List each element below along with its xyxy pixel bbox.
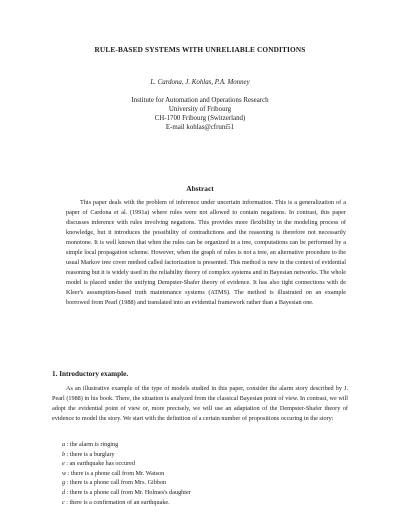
proposition-item <box>62 469 342 479</box>
intro-paragraph: As an illustrative example of the type of models studied in this paper, consider the alarm story described by J. Pearl (1988) in his book. There, the situation is analyzed from the classical Bayesian point of view. In contrast, we will adopt the evidential point of view or, more precisely, we will use an adaptation of the Dempster-Shafer theory of evidence to model the story. We start with the definition of a certain number of propositions occuring in the story: <box>52 385 348 422</box>
affiliation-university: University of Fribourg <box>168 106 232 113</box>
section-heading: 1. Introductory example. <box>52 370 129 378</box>
proposition-item <box>62 478 342 488</box>
proposition-text: : there is a confirmation of an earthquake. <box>64 498 170 506</box>
proposition-text: : there is a phone call from Mrs. Gibbon <box>65 479 167 487</box>
proposition-symbol: g <box>62 479 66 487</box>
abstract-body: This paper deals with the problem of inference under uncertain information. This is a generalization of a paper of Cardona et al. (1991a) where rules were not allowed to contain negations. In contrast, this paper discusses inference with rules involving negations. This provides more flexibility in the modeling process of knowledge, but it introduces the possibility of contradictions and the reasoning is therefore not necessarily monotone. It is well known that when the rules can be organized in a tree, computations can be performed by a simple local propagation scheme. However, when the graph of rules is not a tree, an alternative procedure to the usual Markov tree cover method called factorization is presented. This method is new in the context of evidential reasoning but it is widely used in the reliability theory of complex systems and in Bayesian networks. The whole model is placed under the unifying Dempster-Shafer theory of evidence. It has also tight connections with de Kleer's assumption-based truth maintenance systems (ATMS). The method is illustrated on an example borrowed from Pearl (1988) and translated into an evidential framework rather than a Bayesian one. <box>66 199 346 307</box>
proposition-text: : there is a phone call from Mr. Holmes's daughter <box>65 488 191 496</box>
paper-title: RULE-BASED SYSTEMS WITH UNRELIABLE CONDITIONS <box>94 45 306 54</box>
author-list: L. Cardona, J. Kohlas, P.A. Monney <box>150 79 250 86</box>
proposition-item <box>62 459 342 469</box>
proposition-symbol: e <box>62 460 65 468</box>
affiliation-address: CH-1700 Fribourg (Switzerland) <box>154 115 246 122</box>
proposition-text: : there is a burglary <box>65 450 115 458</box>
abstract-heading: Abstract <box>186 184 214 193</box>
proposition-symbol: a <box>62 441 66 448</box>
proposition-text: : an earthquake has occured <box>64 460 136 468</box>
proposition-item <box>62 488 342 498</box>
proposition-list <box>62 440 342 507</box>
proposition-text: : the alarm is ringing <box>65 441 119 448</box>
proposition-symbol: w <box>62 469 67 477</box>
proposition-text: : there is a phone call from Mr. Watson <box>66 469 165 477</box>
proposition-item <box>62 450 342 460</box>
proposition-symbol: c <box>62 498 65 506</box>
proposition-symbol: b <box>62 450 66 458</box>
proposition-item <box>62 498 342 508</box>
affiliation-email: E-mail kohlas@cfruni51 <box>165 124 235 131</box>
proposition-item <box>62 440 342 450</box>
affiliation-institute: Institute for Automation and Operations Research <box>131 97 269 104</box>
proposition-symbol: d <box>62 488 66 496</box>
